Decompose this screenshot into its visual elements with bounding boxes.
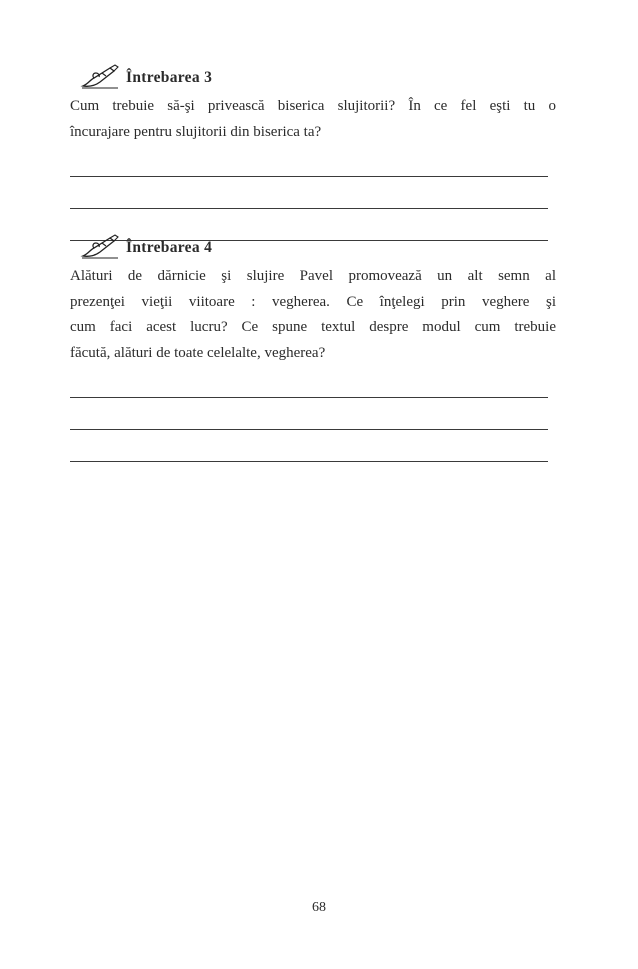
- question-text-line: prezenţei vieţii viitoare : vegherea. Ce înţelegi prin veghere şi: [70, 293, 556, 310]
- question-title: Întrebarea 4: [126, 239, 213, 256]
- question-text-line: Cum trebuie să-şi privească biserica slujitorii? În ce fel eşti tu o: [70, 98, 556, 114]
- answer-line[interactable]: [70, 159, 556, 191]
- question-title: Întrebarea 3: [126, 69, 213, 86]
- question-3: [70, 64, 556, 255]
- writing-hand-icon: [80, 64, 120, 90]
- question-4: [70, 234, 556, 476]
- question-text-line: Alături de dărnicie şi slujire Pavel promovează un alt semn al: [70, 268, 556, 284]
- question-text-line: cum faci acest lucru? Ce spune textul despre modul cum trebuie: [70, 319, 556, 335]
- writing-hand-icon: [80, 234, 120, 260]
- answer-line[interactable]: [70, 380, 556, 412]
- answer-line[interactable]: [70, 191, 556, 223]
- answer-lines: [70, 380, 556, 476]
- page-number: 68: [312, 900, 326, 915]
- question-text: [70, 264, 556, 366]
- question-text-line: făcută, alături de toate celelalte, vegherea?: [70, 344, 326, 361]
- answer-line[interactable]: [70, 412, 556, 444]
- answer-line[interactable]: [70, 444, 556, 476]
- question-header: [70, 234, 556, 264]
- question-text-line: încurajare pentru slujitorii din biserica ta?: [70, 123, 322, 140]
- question-text: [70, 94, 556, 145]
- question-header: [70, 64, 556, 94]
